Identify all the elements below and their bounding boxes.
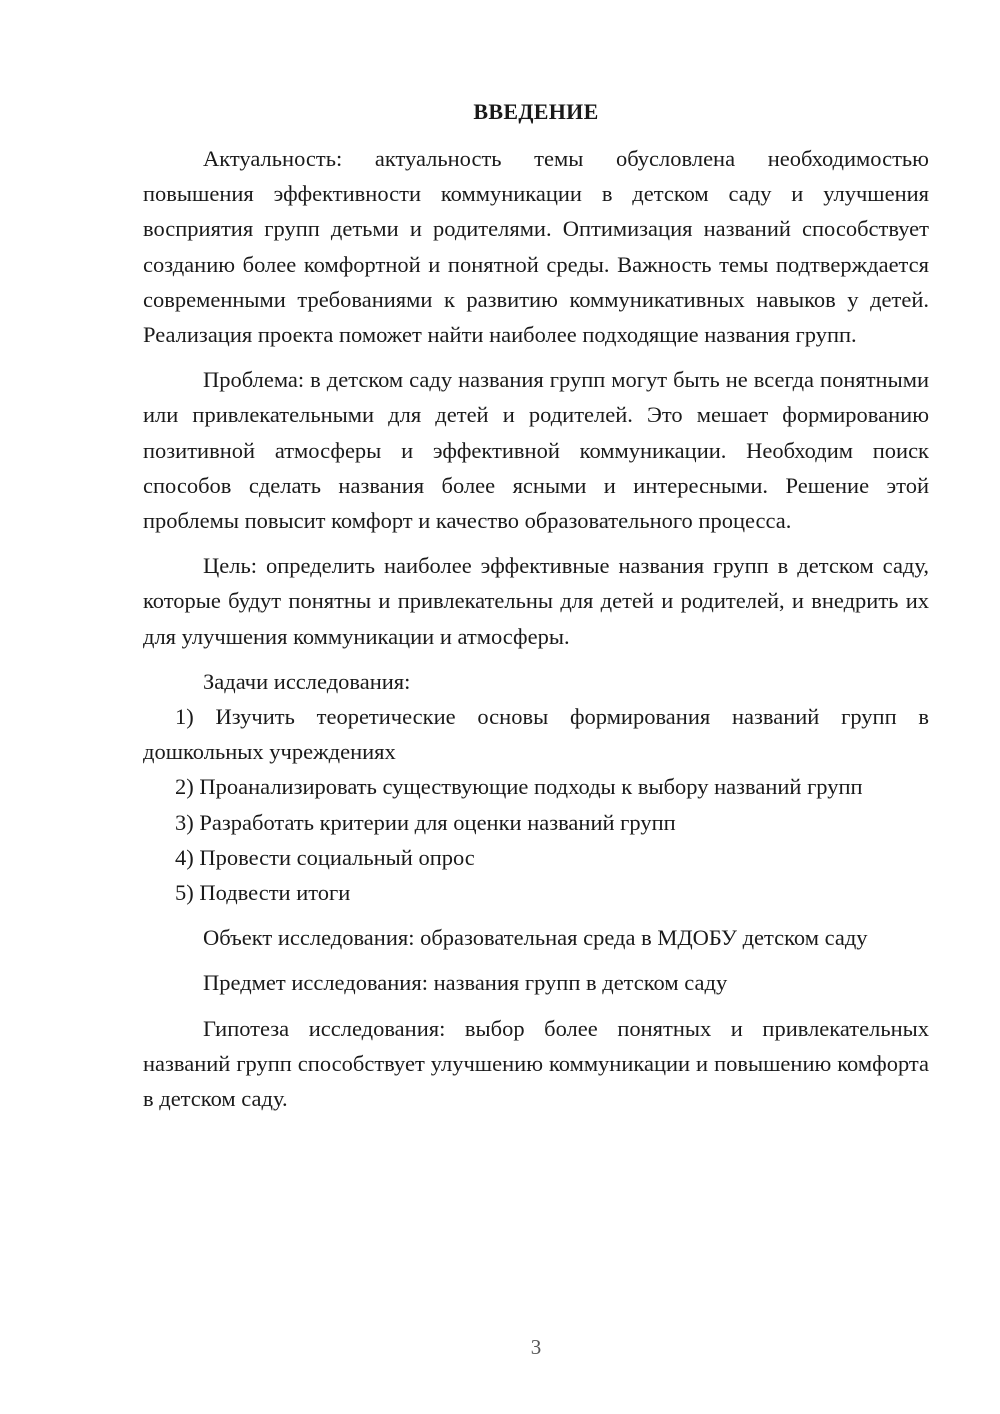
task-item: 5) Подвести итоги — [175, 880, 351, 906]
document-body — [143, 141, 929, 1116]
goal-paragraph: Цель: определить наиболее эффективные названия групп в детском саду, которые будут понятны и привлекательны для детей и родителей, и внедрить их для улучшения коммуникации и атмосферы. — [143, 553, 929, 649]
subject-paragraph: Предмет исследования: названия групп в детском саду — [203, 970, 728, 996]
hypothesis-paragraph: Гипотеза исследования: выбор более понятных и привлекательных названий групп способствует улучшению коммуникации и повышению комфорта в детском саду. — [143, 1015, 929, 1112]
section-title: ВВЕДЕНИЕ — [473, 99, 599, 124]
tasks-heading: Задачи исследования: — [203, 668, 411, 694]
task-item: 3) Разработать критерии для оценки названий групп — [175, 809, 676, 835]
task-item: 4) Провести социальный опрос — [175, 844, 475, 870]
task-item: 2) Проанализировать существующие подходы к выбору названий групп — [175, 774, 863, 800]
object-paragraph: Объект исследования: образовательная среда в МДОБУ детском саду — [203, 925, 868, 951]
problem-paragraph: Проблема: в детском саду названия групп могут быть не всегда понятными или привлекательными для детей и родителей. Это мешает формированию позитивной атмосферы и эффективной коммуникации. Необходим поиск способов сделать названия более ясными и интересными. Решение этой проблемы повысит комфорт и качество образовательного процесса. — [143, 367, 929, 534]
relevance-paragraph: Актуальность: актуальность темы обусловлена необходимостью повышения эффективности коммуникации в детском саду и улучшения восприятия групп детьми и родителями. Оптимизация названий способствует созданию более комфортной и понятной среды. Важность темы подтверждается современными требованиями к развитию коммуникативных навыков у детей. Реализация проекта поможет найти наиболее подходящие названия групп. — [143, 146, 929, 348]
page-number: 3 — [530, 1335, 542, 1359]
task-item: 1) Изучить теоретические основы формирования названий групп в дошкольных учреждениях — [143, 704, 929, 765]
